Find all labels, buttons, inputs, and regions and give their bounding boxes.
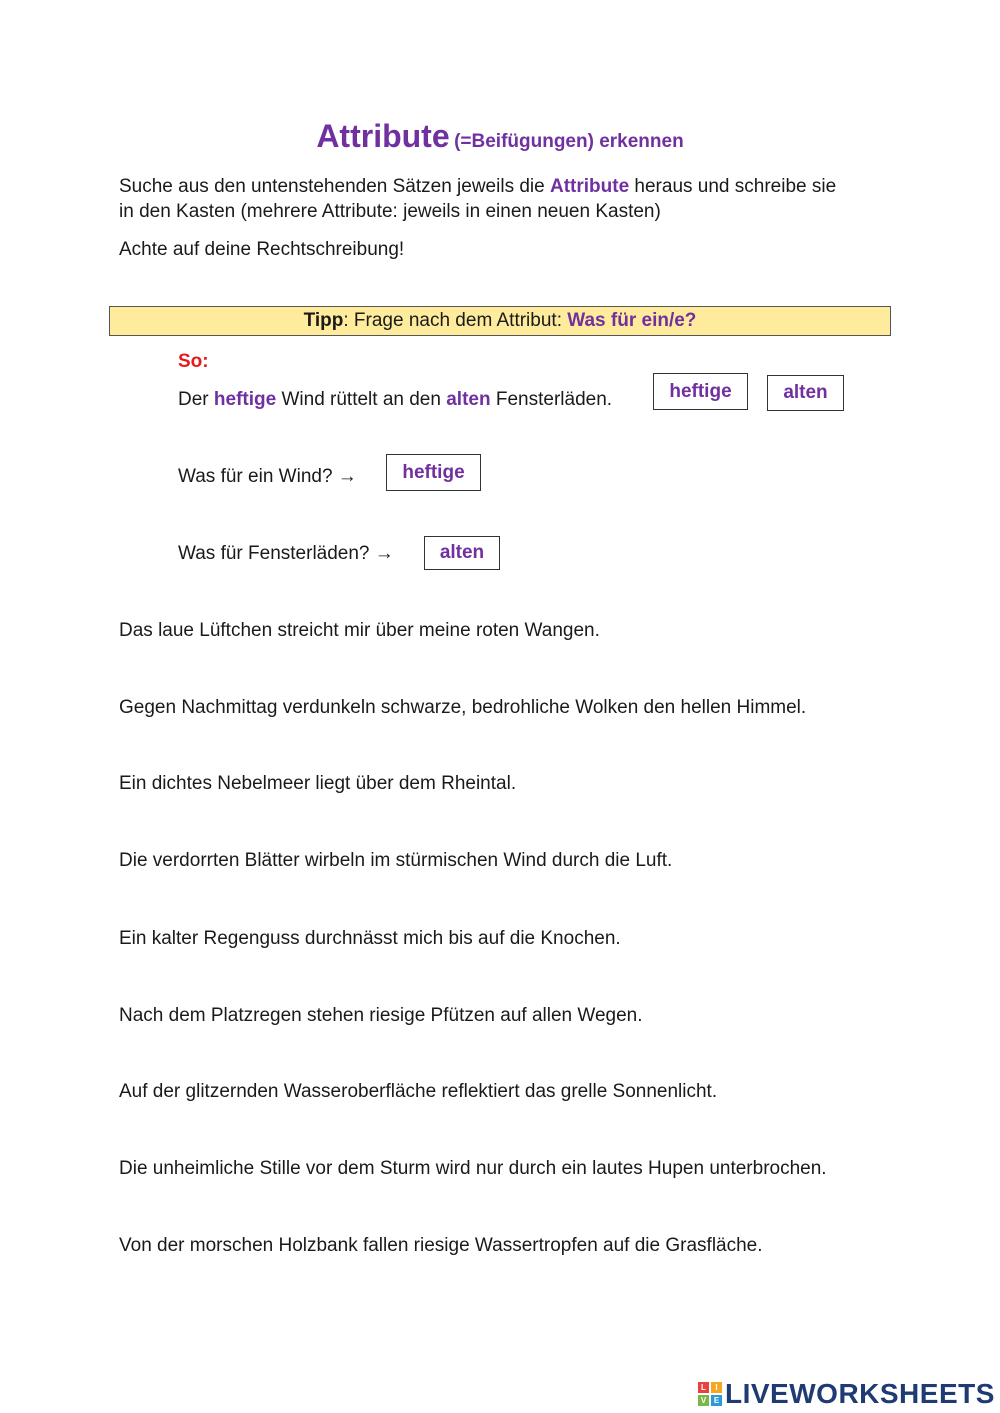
instruction-line-2: in den Kasten (mehrere Attribute: jeweils in einen neuen Kasten) bbox=[119, 201, 661, 222]
example-answer-box: alten bbox=[767, 375, 844, 411]
example-question-2: Was für Fensterläden? → bbox=[178, 543, 394, 564]
exercise-sentence-4: Die verdorrten Blätter wirbeln im stürmischen Wind durch die Luft. bbox=[119, 850, 673, 871]
title-main: Attribute bbox=[316, 118, 450, 154]
exercise-sentence-2: Gegen Nachmittag verdunkeln schwarze, bedrohliche Wolken den hellen Himmel. bbox=[119, 697, 807, 718]
exercise-sentence-5: Ein kalter Regenguss durchnässt mich bis auf die Knochen. bbox=[119, 928, 621, 949]
exercise-sentence-6: Nach dem Platzregen stehen riesige Pfützen auf allen Wegen. bbox=[119, 1005, 643, 1026]
example-answer-box: heftige bbox=[386, 454, 481, 491]
tip-text: : Frage nach dem Attribut: bbox=[343, 310, 568, 331]
logo-grid-icon: L I V E bbox=[698, 1382, 722, 1406]
tip-bar bbox=[109, 306, 891, 336]
liveworksheets-logo bbox=[698, 1378, 995, 1410]
example-sentence: Der heftige Wind rüttelt an den alten Fensterläden. bbox=[178, 389, 613, 410]
example-answer-box: heftige bbox=[653, 373, 748, 410]
exercise-sentence-1: Das laue Lüftchen streicht mir über meine roten Wangen. bbox=[119, 620, 600, 641]
exercise-sentence-9: Von der morschen Holzbank fallen riesige Wassertropfen auf die Grasfläche. bbox=[119, 1235, 763, 1256]
instruction-line-1: Suche aus den untenstehenden Sätzen jeweils die Attribute heraus und schreibe sie bbox=[119, 176, 837, 197]
example-answer-box: alten bbox=[424, 536, 500, 570]
exercise-sentence-3: Ein dichtes Nebelmeer liegt über dem Rheintal. bbox=[119, 773, 517, 794]
instruction-line-3: Achte auf deine Rechtschreibung! bbox=[119, 239, 405, 260]
tip-question: Was für ein/e? bbox=[567, 310, 697, 331]
instruction-highlight: Attribute bbox=[549, 176, 630, 197]
example-question-1: Was für ein Wind? → bbox=[178, 466, 357, 487]
example-label: So: bbox=[178, 351, 209, 372]
page-title bbox=[0, 118, 1000, 155]
exercise-sentence-7: Auf der glitzernden Wasseroberfläche reflektiert das grelle Sonnenlicht. bbox=[119, 1081, 718, 1102]
exercise-sentence-8: Die unheimliche Stille vor dem Sturm wird nur durch ein lautes Hupen unterbrochen. bbox=[119, 1158, 827, 1179]
logo-text: LIVEWORKSHEETS bbox=[725, 1378, 995, 1409]
tip-label: Tipp bbox=[303, 310, 344, 331]
title-sub: (=Beifügungen) erkennen bbox=[454, 131, 684, 152]
